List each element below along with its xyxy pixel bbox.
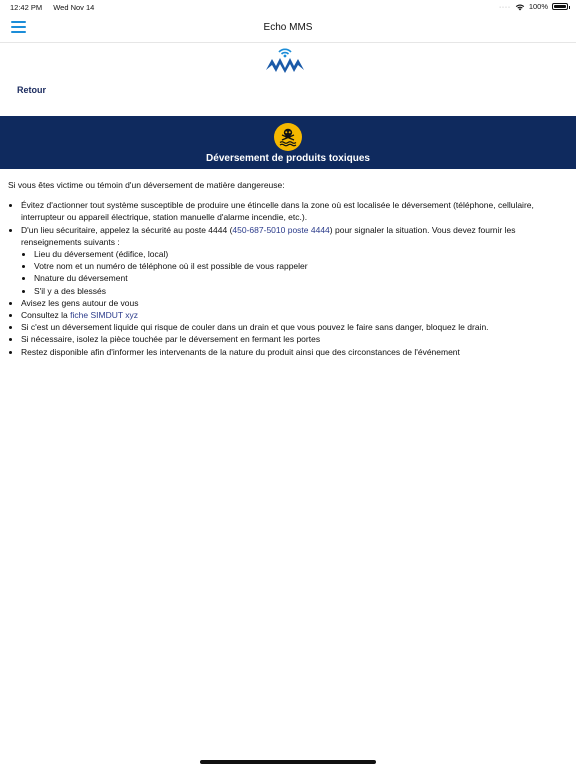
intro-text: Si vous êtes victime ou témoin d'un déversement de matière dangereuse: — [8, 180, 285, 190]
page-header-banner — [0, 116, 576, 169]
sub-list-item: • Votre nom et un numéro de téléphone où il est possible de vous rappeler — [34, 260, 566, 272]
battery-icon — [552, 3, 568, 10]
sub-list-item: • Lieu du déversement (édifice, local) — [34, 248, 566, 260]
list-item: • Avisez les gens autour de vous — [21, 297, 566, 309]
wifi-icon — [515, 3, 525, 11]
sub-list-item: • Nnature du déversement — [34, 272, 566, 284]
page-title: Déversement de produits toxiques — [206, 153, 370, 164]
home-indicator[interactable] — [200, 760, 376, 764]
status-right — [499, 2, 568, 11]
list-item: • Restez disponible afin d'informer les intervenants de la nature du produit ainsi que des circonstances de l'événement — [21, 346, 566, 358]
simdut-sheet-link[interactable]: fiche SIMDUT xyz — [70, 310, 138, 321]
back-label: Retour — [17, 85, 46, 95]
echo-logo-icon — [264, 44, 306, 74]
list-item — [21, 309, 566, 321]
status-date: Wed Nov 14 — [53, 3, 95, 12]
list-item: • Si nécessaire, isolez la pièce touchée par le déversement en fermant les portes — [21, 333, 566, 345]
instruction-list — [8, 199, 566, 358]
status-time: 12:42 PM — [10, 3, 43, 12]
battery-percent: 100% — [528, 2, 548, 11]
nav-title: Echo MMS — [263, 22, 313, 33]
nav-bar — [0, 14, 576, 43]
info-sub-list — [21, 248, 566, 297]
signal-dots-icon: ···· — [498, 2, 511, 11]
list-item-text: ) pour signaler la situation. Vous devez fournir les renseignements suivants : — [21, 224, 516, 247]
instructions-content — [8, 179, 566, 358]
back-arrow-icon — [8, 85, 14, 95]
list-item — [21, 224, 566, 297]
toxic-hazard-icon — [274, 123, 302, 151]
list-item: • Si c'est un déversement liquide qui risque de couler dans un drain et que vous pouvez le faire sans danger, bloquez le drain. — [21, 321, 566, 333]
list-item-text: Consultez la — [21, 310, 71, 321]
status-bar — [0, 0, 576, 14]
list-item-text: D'un lieu sécuritaire, appelez la sécurité au poste 4444 ( — [21, 224, 233, 235]
back-button[interactable] — [8, 85, 46, 95]
list-item: • Évitez d'actionner tout système susceptible de produire une étincelle dans la zone où est localisée le déversement (téléphone, cellulaire, interrupteur ou appareil électrique, station manuelle d'alarme incendie, etc.). — [21, 199, 566, 223]
security-phone-link[interactable]: 450-687-5010 poste 4444 — [232, 224, 330, 235]
sub-list-item: • S'il y a des blessés — [34, 285, 566, 297]
status-left — [10, 3, 103, 12]
